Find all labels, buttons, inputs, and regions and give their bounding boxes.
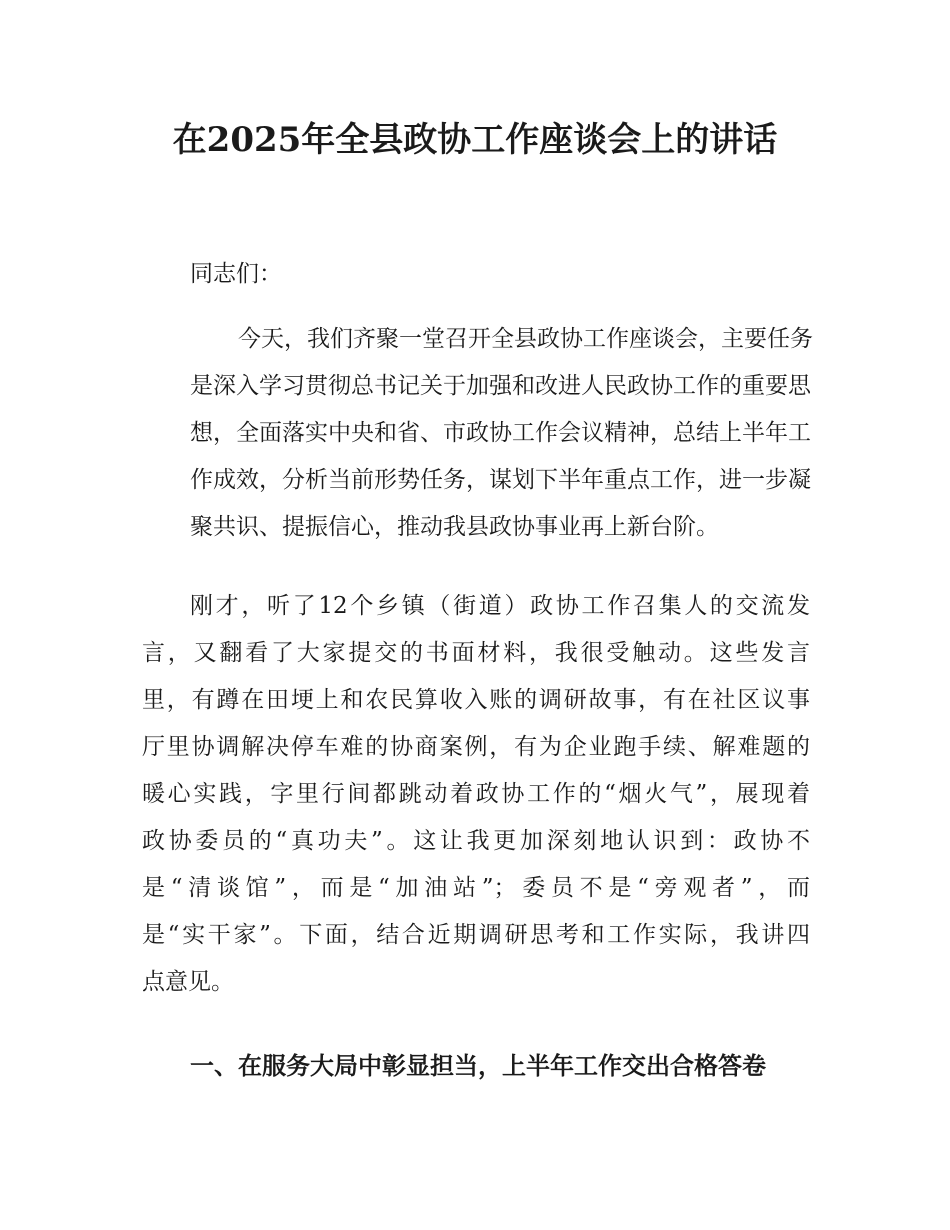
paragraph-opening — [142, 316, 813, 551]
paragraph-line: 是“实干家”。下面，结合近期调研思考和工作实际，我讲四 — [142, 922, 810, 948]
paragraph-line: 今天，我们齐聚一堂召开全县政协工作座谈会，主要任务 — [238, 326, 813, 352]
paragraph-line: 点意见。 — [142, 969, 234, 995]
paragraph-line: 想，全面落实中央和省、市政协工作会议精神，总结上半年工 — [190, 420, 811, 446]
paragraph-reflection — [142, 583, 810, 1006]
paragraph-line: 是“清谈馆”，而是“加油站”；委员不是“旁观者”，而 — [142, 875, 810, 901]
paragraph-line: 聚共识、提振信心，推动我县政协事业再上新台阶。 — [190, 514, 719, 540]
paragraph-line: 政协委员的“真功夫”。这让我更加深刻地认识到：政协不 — [142, 828, 810, 854]
section-heading: 一、在服务大局中彰显担当，上半年工作交出合格答卷 — [190, 1051, 766, 1080]
paragraph-line: 刚才，听了12个乡镇（街道）政协工作召集人的交流发 — [190, 593, 810, 619]
paragraph-line: 里，有蹲在田埂上和农民算收入账的调研故事，有在社区议事 — [142, 687, 810, 713]
paragraph-line: 作成效，分析当前形势任务，谋划下半年重点工作，进一步凝 — [190, 467, 811, 493]
paragraph-line: 是深入学习贯彻总书记关于加强和改进人民政协工作的重要思 — [190, 373, 811, 399]
paragraph-line: 暖心实践，字里行间都跳动着政协工作的“烟火气”，展现着 — [142, 781, 810, 807]
paragraph-line: 厅里协调解决停车难的协商案例，有为企业跑手续、解难题的 — [142, 734, 810, 760]
document-title: 在2025年全县政协工作座谈会上的讲话 — [172, 120, 778, 160]
salutation: 同志们： — [190, 261, 282, 287]
paragraph-line: 言，又翻看了大家提交的书面材料，我很受触动。这些发言 — [142, 640, 810, 666]
